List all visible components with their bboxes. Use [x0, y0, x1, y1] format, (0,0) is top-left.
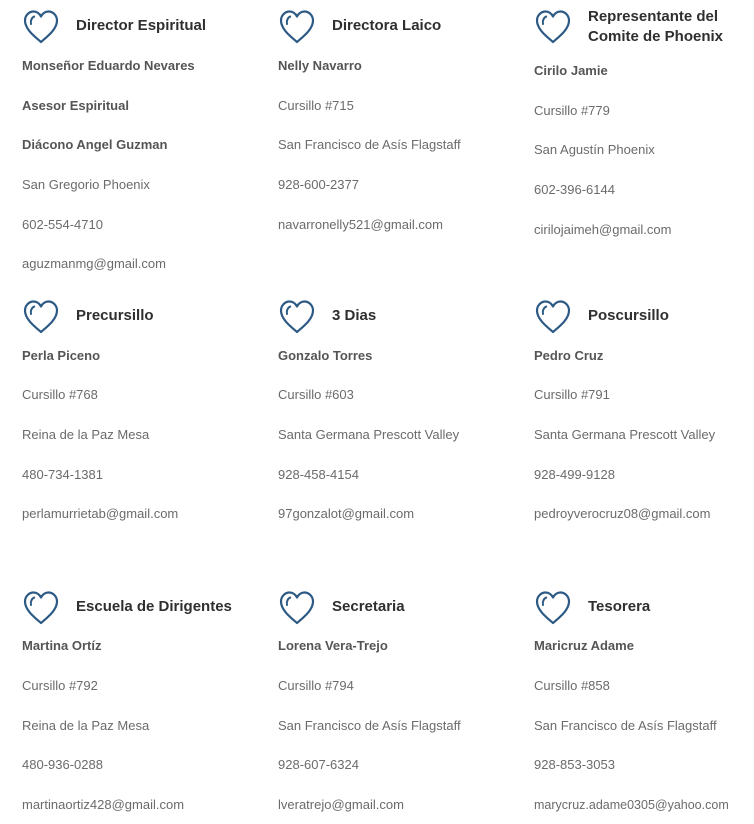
card-header: [22, 298, 262, 338]
contact-name: Gonzalo Torres: [278, 348, 373, 363]
contact-cursillo: Cursillo #768: [22, 387, 98, 402]
contact-email: lveratrejo@gmail.com: [278, 797, 404, 812]
contact-phone: 928-458-4154: [278, 467, 359, 482]
contact-email: perlamurrietab@gmail.com: [22, 506, 179, 521]
contact-email: aguzmanmg@gmail.com: [22, 256, 166, 271]
contact-cursillo: Cursillo #603: [278, 387, 354, 402]
card-title: Secretaria: [332, 598, 405, 615]
heart-icon: [534, 589, 572, 627]
contact-cursillo: Cursillo #779: [534, 103, 610, 118]
contact-cursillo: Cursillo #794: [278, 678, 354, 693]
card-header: [278, 8, 518, 48]
card-header: [22, 8, 262, 48]
card-header: [278, 589, 518, 629]
contact-cursillo: Cursillo #792: [22, 678, 98, 693]
contact-parish: San Francisco de Asís Flagstaff: [278, 718, 461, 733]
heart-icon: [278, 589, 316, 627]
card-tesorera: [534, 589, 752, 812]
contact-email: pedroyverocruz08@gmail.com: [534, 506, 711, 521]
card-escuela-dirigentes: [22, 589, 262, 812]
card-header: [534, 8, 749, 48]
contact-email: martinaortiz428@gmail.com: [22, 797, 185, 812]
heart-icon: [22, 298, 60, 336]
contact-name: Cirilo Jamie: [534, 63, 608, 78]
card-title: Poscursillo: [588, 307, 669, 324]
contact-phone: 928-607-6324: [278, 757, 359, 772]
contact-cursillo: Cursillo #715: [278, 98, 354, 113]
contact-name: Pedro Cruz: [534, 348, 604, 363]
card-title: Directora Laico: [332, 17, 442, 34]
card-precursillo: [22, 298, 262, 521]
contact-name: Nelly Navarro: [278, 58, 362, 73]
contact-email: 97gonzalot@gmail.com: [278, 506, 415, 521]
card-title: Escuela de Dirigentes: [76, 598, 232, 615]
contact-phone: 928-600-2377: [278, 177, 359, 192]
contact-parish: Reina de la Paz Mesa: [22, 718, 150, 733]
contact-name: Maricruz Adame: [534, 638, 634, 653]
contact-parish: San Gregorio Phoenix: [22, 177, 150, 192]
contact-name: Monseñor Eduardo Nevares: [22, 58, 195, 73]
contact-name-secondary: Diácono Angel Guzman: [22, 137, 168, 152]
contact-name: Perla Piceno: [22, 348, 101, 363]
contact-name: Lorena Vera-Trejo: [278, 638, 388, 653]
card-3-dias: [278, 298, 518, 521]
card-poscursillo: [534, 298, 749, 521]
heart-icon: [22, 8, 60, 46]
card-title: Precursillo: [76, 307, 154, 324]
card-representante-comite: [534, 8, 749, 237]
heart-icon: [278, 298, 316, 336]
heart-icon: [534, 8, 572, 46]
contact-phone: 928-499-9128: [534, 467, 615, 482]
card-directora-laico: [278, 8, 518, 232]
card-title: 3 Dias: [332, 307, 377, 324]
card-secretaria: [278, 589, 518, 812]
heart-icon: [22, 589, 60, 627]
contact-role: Asesor Espiritual: [22, 98, 129, 113]
card-header: [278, 298, 518, 338]
contact-phone: 928-853-3053: [534, 757, 615, 772]
contact-parish: Santa Germana Prescott Valley: [278, 427, 460, 442]
contact-parish: Reina de la Paz Mesa: [22, 427, 150, 442]
heart-icon: [278, 8, 316, 46]
card-director-espiritual: [22, 8, 262, 271]
card-title: Tesorera: [588, 598, 651, 615]
contact-parish: San Agustín Phoenix: [534, 142, 655, 157]
heart-icon: [534, 298, 572, 336]
card-header: [22, 589, 262, 629]
card-title: Representante del Comite de Phoenix: [588, 8, 724, 45]
contact-email: cirilojaimeh@gmail.com: [534, 222, 672, 237]
contact-parish: San Francisco de Asís Flagstaff: [278, 137, 461, 152]
contact-email: marycruz.adame0305@yahoo.com: [534, 798, 729, 812]
contact-phone: 602-554-4710: [22, 217, 103, 232]
card-header: [534, 589, 752, 629]
contact-cursillo: Cursillo #858: [534, 678, 610, 693]
contact-phone: 602-396-6144: [534, 182, 615, 197]
contact-cursillo: Cursillo #791: [534, 387, 610, 402]
contact-parish: San Francisco de Asís Flagstaff: [534, 718, 717, 733]
contact-email: navarronelly521@gmail.com: [278, 217, 443, 232]
contact-phone: 480-936-0288: [22, 757, 103, 772]
card-header: [534, 298, 749, 338]
contact-name: Martina Ortíz: [22, 638, 102, 653]
card-title: Director Espiritual: [76, 17, 207, 34]
contact-phone: 480-734-1381: [22, 467, 103, 482]
contact-parish: Santa Germana Prescott Valley: [534, 427, 716, 442]
